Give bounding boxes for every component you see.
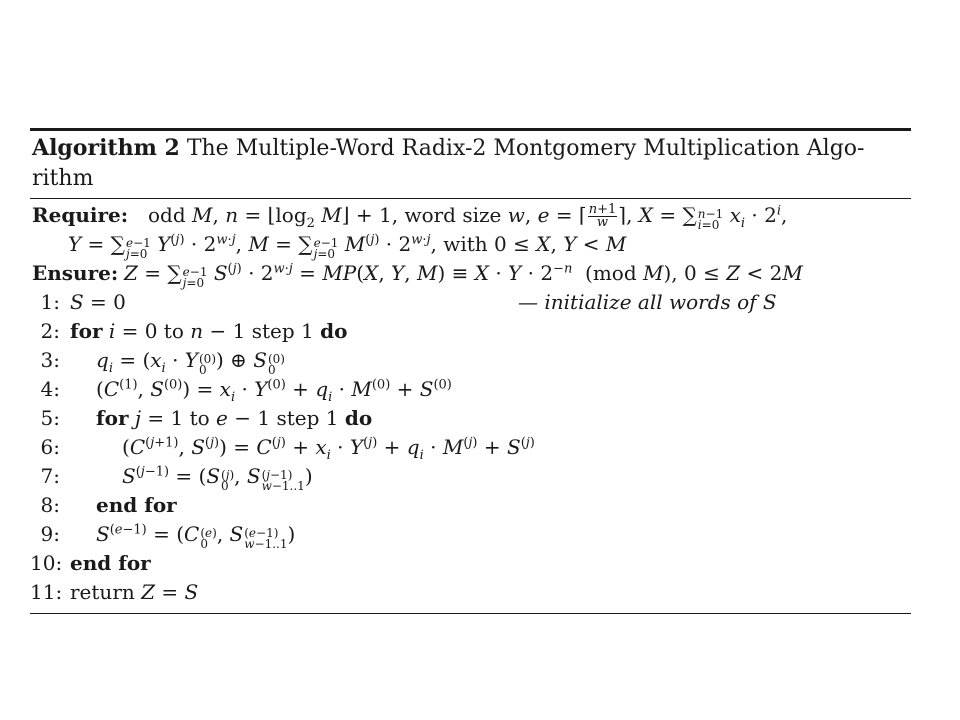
algorithm-body xyxy=(30,201,911,607)
require-text-1: odd M, $n = ⌊\log_2$ M⌋ + 1, word size w, e = ⌈ $\frac{n+1}{w}$ ⌉, X = ∑ n−1 i=0 $x_i \cdot 2^i$, xyxy=(148,202,788,232)
line-6-statement: ($C^{(j+1)}$, $S^{(j)}) = C^{(j)} + x_i \cdot Y^{(j)} + q_i \cdot M^{(j)} + S^{(j)}$ xyxy=(122,435,535,463)
line-2-statement: for i = 0 to n − 1 step 1 do xyxy=(70,319,348,343)
code-line-6 xyxy=(30,433,911,462)
line-number: 2: xyxy=(40,319,60,343)
algorithm-caption xyxy=(30,133,911,194)
code-line-3 xyxy=(30,346,911,375)
line-7-statement: $S^{(j-1)} = (S$ (j) 0 , S (j−1) w−1..1 ) xyxy=(122,464,313,493)
require-line-2 xyxy=(30,230,911,259)
line-number: 5: xyxy=(40,406,60,430)
line-number: 9: xyxy=(40,522,60,546)
ensure-keyword: Ensure: xyxy=(32,261,119,285)
line-number: 6: xyxy=(40,435,60,459)
code-line-9 xyxy=(30,520,911,549)
top-rule xyxy=(30,128,911,131)
require-keyword: Require: xyxy=(32,203,129,227)
algorithm-block xyxy=(30,128,911,614)
algorithm-label: Algorithm 2 xyxy=(32,135,180,161)
line-5-statement: for j = 1 to e − 1 step 1 do xyxy=(96,406,373,430)
line-number: 10: xyxy=(30,551,63,575)
require-text-2: Y = ∑ e−1 j=0 $Y^{(j)} \cdot 2^{w\cdot j}$, M = ∑ e−1 j=0 $M^{(j)} \cdot 2^{w\cdot j}$, with 0 ≤ X, Y < M xyxy=(68,232,627,261)
line-number: 4: xyxy=(40,377,60,401)
line-3-statement: $q_i = (x_i \cdot Y$ (0) 0 ) ⊕ S (0) 0 xyxy=(96,348,285,377)
line-number: 11: xyxy=(30,580,63,604)
line-number: 8: xyxy=(40,493,60,517)
code-line-11 xyxy=(30,578,911,607)
code-line-1 xyxy=(30,288,911,317)
line-8-statement: end for xyxy=(96,493,177,517)
line-11-statement: return Z = S xyxy=(70,580,199,604)
ensure-text: Z = ∑ e−1 j=0 $S^{(j)} \cdot 2^{w\cdot j} = MP(X$, Y, $M) \equiv X \cdot Y \cdot 2^{-n}$ (mod M), 0 ≤ Z < 2M xyxy=(124,261,803,290)
line-1-statement: S = 0 xyxy=(70,290,126,314)
code-line-2 xyxy=(30,317,911,346)
line-number: 1: xyxy=(40,290,60,314)
ensure-line xyxy=(30,259,911,288)
code-line-7 xyxy=(30,462,911,491)
code-line-10 xyxy=(30,549,911,578)
line-1-comment: — initialize all words of S xyxy=(518,290,777,314)
line-10-statement: end for xyxy=(70,551,151,575)
code-line-5 xyxy=(30,404,911,433)
bottom-rule xyxy=(30,613,911,614)
require-line-1 xyxy=(30,201,911,230)
line-number: 3: xyxy=(40,348,60,372)
algorithm-title-line1: The Multiple-Word Radix-2 Montgomery Multiplication Algo- xyxy=(186,136,865,161)
line-number: 7: xyxy=(40,464,60,488)
code-line-8 xyxy=(30,491,911,520)
caption-rule xyxy=(30,198,911,199)
algorithm-title-line2: rithm xyxy=(32,166,94,191)
line-4-statement: ($C^{(1)}$, $S^{(0)}) = x_i \cdot Y^{(0)} + q_i \cdot M^{(0)} + S^{(0)}$ xyxy=(96,377,452,405)
line-9-statement: $S^{(e-1)} = (C$ (e) 0 , S (e−1) w−1..1 ) xyxy=(96,522,296,551)
code-line-4 xyxy=(30,375,911,404)
